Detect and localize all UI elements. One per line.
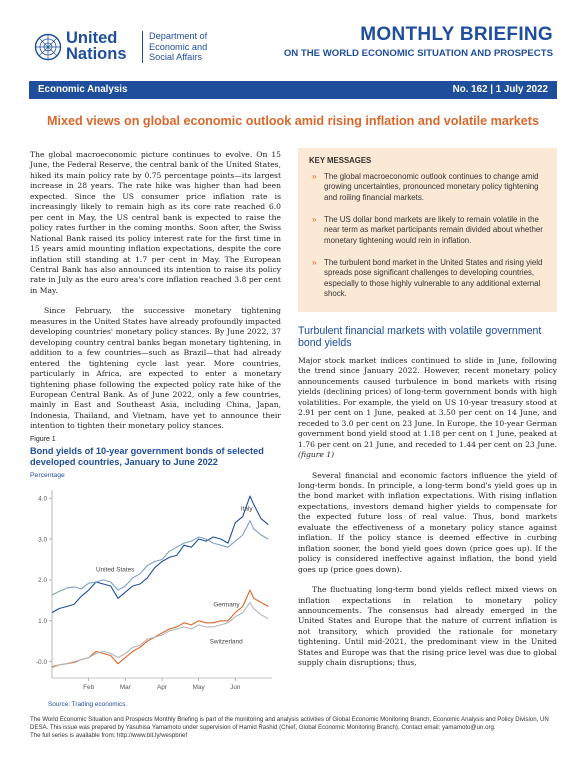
key-message-text: The US dollar bond markets are likely to remain volatile in the near term as market participants remain divided about whether monetary tightening would rein in inflation. <box>324 215 543 245</box>
key-message-item <box>312 172 549 203</box>
series-label: Germany <box>213 601 240 609</box>
department-line2: Economic and <box>149 41 208 52</box>
x-tick-label: May <box>192 684 205 691</box>
right-column <box>298 356 557 669</box>
department-line3: Social Affairs <box>149 52 202 62</box>
left-paragraph-1: The global macroeconomic picture continues to evolve. On 15 June, the Federal Reserve, the central bank of the United States, hiked its main policy rate by 0.75 percentage points—its largest increase in 28 years. The rate hike was higher than had been expected. Since the US consumer price inflation rate is increasingly likely to remain high as its core rate reached 6.0 per cent in May, the US central bank is expected to raise the policy rates further in the coming months. Soon after, the Swiss National Bank raised its policy interest rate for the first time in 15 years amid mounting inflation expectations, despite the core inflation still standing at 1.7 per cent in May. The European Central Bank has also announced its intention to raise its policy rate in July as the euro area's core inflation reached 3.8 per cent in May. <box>30 150 281 295</box>
series-line-italy <box>52 496 268 612</box>
key-messages-box <box>298 148 557 312</box>
left-paragraph-2: Since February, the successive monetary tightening measures in the United States have already profoundly impacted developing countries' monetary policy stances. By June 2022, 37 developing country central banks began monetary tightening, in addition to a few countries—such as Brazil—that had already entered the tightening cycle last year. More countries, particularly in Africa, are expected to enter a monetary tightening phase following the expected policy rate hike of the European Central Bank. As of June 2022, only a few countries, mainly in East and Southeast Asia, including China, Japan, Indonesia, Thailand, and Vietnam, have yet to announce their intention to tighten their monetary policy stances. <box>30 306 281 431</box>
right-paragraph-1 <box>298 356 557 461</box>
publication-subtitle: ON THE WORLD ECONOMIC SITUATION AND PROSPECTS <box>283 48 553 59</box>
bond-yield-chart <box>30 482 280 702</box>
left-column <box>30 150 281 432</box>
department-name <box>142 31 207 63</box>
series-label: Switzerland <box>209 638 243 646</box>
header <box>0 0 587 78</box>
right-paragraph-1-text: Major stock market indices continued to slide in June, following the trend since January 2022. However, recent monetary policy announcements caused turbulence in bond markets with rising yields (declining prices) of long-term government bonds with high volatilities. For example, the yield on US 10-year treasury stood at 2.91 per cent on 1 June, peaked at 3.50 per cent on 14 June, and receded to 3.0 per cent on 23 June. In Europe, the 10-year German government bond yield stood at 1.18 per cent on 1 June, peaked at 1.76 per cent on 21 June, and receded to 1.44 per cent on 23 June. <box>298 356 557 449</box>
figure-label: Figure 1 <box>30 436 56 443</box>
y-tick-label: 4.0 <box>38 495 47 503</box>
org-name-line1: United <box>66 29 118 47</box>
figure-unit: Percentage <box>30 472 65 479</box>
headline: Mixed views on global economic outlook amid rising inflation and volatile markets <box>47 114 539 128</box>
x-tick-label: Jun <box>230 684 241 691</box>
x-tick-label: Apr <box>157 684 167 691</box>
y-tick-label: 1.0 <box>38 618 47 626</box>
x-tick-label: Feb <box>83 684 95 691</box>
org-name-line2: Nations <box>66 45 127 63</box>
section-label: Economic Analysis <box>38 84 128 95</box>
right-paragraph-3: The fluctuating long-term bond yields reflect mixed views on inflation expectations in relation to monetary policy announcements. The consensus had already emerged in the United States and Europe that the nature of current inflation is not transitory, which provided the rationale for monetary tightening. Until mid-2021, the predominant view in the United States and Europe was that the rising price level was due to global supply chain disruptions; thus, <box>298 585 557 668</box>
figure-source: Source: Trading economics. <box>48 701 128 708</box>
key-message-text: The global macroeconomic outlook continues to change amid growing uncertainties, pronounced monetary policy tightening and roiling financial markets. <box>324 172 539 202</box>
series-label: United States <box>96 566 135 574</box>
footer-credits: The World Economic Situation and Prospects Monthly Briefing is part of the monitoring and analysis activities of Global Economic Monitoring Branch, Economic Analysis and Policy Division, UN DESA. This issue was prepared by Yasuhisa Yamamoto under supervision of Hamid Rashid (Chief, Global Economic Monitoring Branch). Contact email: yamamoto@un.org. <box>30 716 549 731</box>
department-line1: Department of <box>149 31 208 41</box>
un-emblem-icon <box>34 33 62 61</box>
bullet-icon: » <box>312 215 317 224</box>
footer-series-link: The full series is available from: http://www.bit.ly/wespbrief <box>30 732 188 739</box>
series-label: Italy <box>240 505 253 513</box>
bullet-icon: » <box>312 172 317 181</box>
figure-reference: (figure 1) <box>298 450 335 460</box>
figure-title: Bond yields of 10-year government bonds of selected developed countries, January to June 2022 <box>30 446 264 467</box>
series-line-united-states <box>52 521 268 595</box>
y-tick-label: -0.0 <box>35 658 47 666</box>
section-band <box>29 81 557 99</box>
bullet-icon: » <box>312 258 317 267</box>
key-messages-title: KEY MESSAGES <box>309 156 372 165</box>
publication-title: MONTHLY BRIEFING <box>360 24 553 45</box>
right-paragraph-2: Several financial and economic factors influence the yield of long-term bonds. In principle, a long-term bond's yield goes up in the bond market with inflation expectations. With rising inflation expectations, investors demand higher yields to compensate for the expected future loss of real value. Thus, bond markets evaluate the effectiveness of a monetary policy stance against inflation. If the policy stance is deemed effective in curbing inflation sooner, the bond yield goes down (price goes up). If the policy is considered ineffective against inflation, the bond yield goes up (price goes down). <box>298 470 557 574</box>
section-heading: Turbulent financial markets with volatile government bond yields <box>298 325 542 350</box>
x-tick-label: Mar <box>119 684 131 691</box>
key-message-item <box>312 258 549 299</box>
key-message-item <box>312 215 549 246</box>
footer <box>30 716 557 740</box>
y-tick-label: 3.0 <box>38 536 47 544</box>
issue-number: No. 162 | 1 July 2022 <box>452 84 548 95</box>
org-name <box>66 30 127 62</box>
key-message-text: The turbulent bond market in the United States and rising yield spreads pose significant challenges to developing countries, especially to those highly vulnerable to any additional external shock. <box>324 258 543 298</box>
y-tick-label: 2.0 <box>38 577 47 585</box>
